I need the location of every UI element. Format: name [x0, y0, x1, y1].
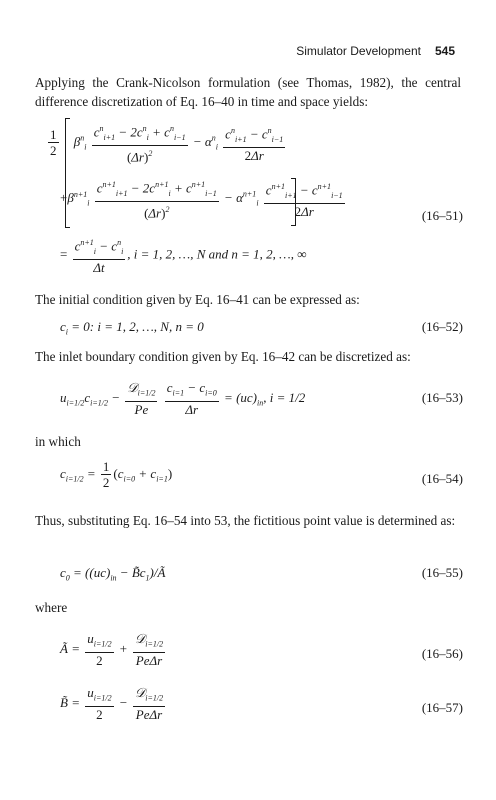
- equation-16-53: $u_{i=1/2}c_{i=1/2}$ − $\frac{𝒟_{i=1/2}}{Pe}$ $\frac{c_{i=1} - c_{i=0}}{\Delta r}$ = $(uc)_{in}$, i = 1/2: [60, 380, 306, 417]
- equation-number-16-56: (16–56): [421, 646, 463, 661]
- equation-16-52: $c_i = 0$: i = 1, 2, …, N, n = 0: [60, 319, 204, 337]
- running-header: [296, 44, 455, 58]
- paragraph-where: where: [35, 600, 68, 615]
- equation-number-16-57: (16–57): [421, 700, 463, 715]
- equation-16-55: $c_0 = ((uc)_{in}$ − $B̃c_1)/Ã$: [60, 565, 166, 583]
- paragraph-inlet-boundary: The inlet boundary condition given by Eq. 16–42 can be discretized as:: [35, 349, 411, 364]
- equation-number-16-55: (16–55): [421, 565, 463, 580]
- paragraph-substituting: Thus, substituting Eq. 16–54 into 53, the fictitious point value is determined as:: [35, 513, 456, 528]
- equation-16-57: B̃ = $\frac{u_{i=1/2}}{2}$ − $\frac{𝒟_{i=1/2}}{\text{PeΔr}}$: [60, 685, 164, 722]
- page-number: 545: [434, 44, 455, 58]
- equation-16-51-line2: $+\beta^{n+1}_i$ $\frac{c^{n+1}_{i+1} - 2c^{n+1}_i + c^{n+1}_{i-1}}{(\Delta r)^2}$ − $\alpha^{n+1}_i$ $\frac{c^{n+1}_{i+1} - c^{n+1}_{i-1}}{2\Delta r}$: [60, 180, 343, 221]
- paragraph-crank-nicolson: Applying the Crank-Nicolson formulation (see Thomas, 1982), the central difference discretization of Eq. 16–40 in time and space yields:: [35, 75, 461, 109]
- running-title: Simulator Development: [296, 44, 421, 58]
- equation-number-16-54: (16–54): [421, 471, 463, 486]
- paragraph-in-which: in which: [35, 434, 81, 449]
- equation-number-16-52: (16–52): [421, 319, 463, 334]
- paragraph-initial-condition: The initial condition given by Eq. 16–41 can be expressed as:: [35, 292, 360, 307]
- equation-16-54: $c_{i=1/2}$ = $\frac{1}{2}$ $(c_{i=0} + c_{i=1})$: [60, 459, 173, 490]
- equation-16-56: Ã = $\frac{u_{i=1/2}}{2}$ + $\frac{𝒟_{i=1/2}}{\text{PeΔr}}$: [60, 631, 164, 668]
- equation-16-51-line3: = $\frac{c^{n+1}_i - c^n_i}{\Delta t}$ , i = 1, 2, …, N and n = 1, 2, …, ∞: [60, 238, 307, 275]
- equation-number-16-51: (16–51): [421, 208, 463, 223]
- equation-16-51-range: , i = 1, 2, …, N and n = 1, 2, …, ∞: [127, 246, 307, 262]
- equation-16-51-line1: $\frac{1}{2}$ $\beta^n_i$ $\frac{c^n_{i+1} - 2c^n_i + c^n_{i-1}}{(\Delta r)^2}$ − $\alpha^n_i$ $\frac{c^n_{i+1} - c^n_{i-1}}{2\Delta r}$: [50, 124, 284, 165]
- equation-number-16-53: (16–53): [421, 390, 463, 405]
